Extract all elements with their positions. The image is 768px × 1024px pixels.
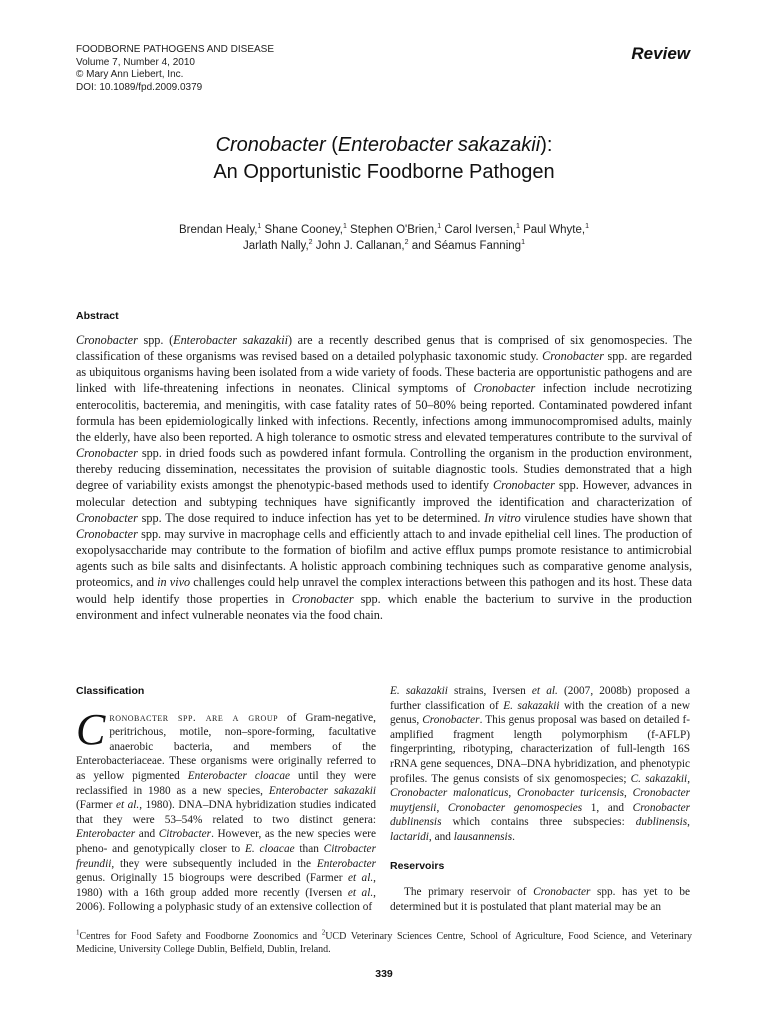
abstract-fragment: Cronobacter <box>76 333 138 347</box>
author-name: Carol Iversen, <box>441 224 516 236</box>
drop-cap: C <box>76 704 106 754</box>
reservoirs-heading: Reservoirs <box>390 859 445 872</box>
body-fragment: et al. <box>347 886 374 899</box>
body-fragment: Cronobacter dublinensis <box>390 801 690 829</box>
body-fragment: strains, Iversen <box>447 685 532 697</box>
body-fragment: Enterobacter cloacae <box>187 769 290 782</box>
body-fragment: . However, as the new species were pheno- and genotypically closer to <box>76 828 376 855</box>
affiliation-mark: 2 <box>308 239 313 247</box>
abstract-fragment: Enterobacter sakazakii <box>173 333 288 347</box>
title-paren-close: ): <box>540 134 553 156</box>
body-fragment: Enterobacter <box>316 857 376 870</box>
body-fragment: Cronobacter <box>533 886 591 899</box>
body-fragment: dublinensis <box>635 816 688 829</box>
affiliation-mark: 1 <box>437 223 442 231</box>
abstract-fragment: infection include necrotizing enterocolitis, bacteremia, and meningitis, with case fatality rates of 50–80% being reported. Contaminated powdered infant formula has been epidemiologically linked with infections. Recently, infections among immunocompromised adults, mainly the elderly, have also been reported. A high tolerance to osmotic stress and elevated temperatures contribute to the survival of <box>76 381 692 444</box>
body-fragment: (2007, 2008b) proposed a further classification of <box>390 685 691 712</box>
body-fragment: The primary reservoir of <box>404 886 534 899</box>
body-fragment: E. sakazakii <box>390 685 448 697</box>
body-fragment: , <box>687 772 691 785</box>
body-fragment: Cronobacter malonaticus <box>390 787 509 800</box>
abstract-fragment: spp. However, advances in molecular detection and subtyping techniques have significantly improved the identification and characterization of <box>76 478 692 509</box>
affiliation-mark: 1 <box>521 239 525 247</box>
body-fragment: et al. <box>115 799 140 812</box>
body-fragment: lactaridi <box>390 830 429 843</box>
affiliation-mark: 2 <box>321 928 326 937</box>
author-name: Brendan Healy, <box>179 224 258 236</box>
affiliations-footnote <box>76 930 692 956</box>
author-name: and Séamus Fanning <box>408 240 522 252</box>
body-fragment: Citrobacter freundii <box>76 842 376 870</box>
article-type-label: Review <box>631 44 690 63</box>
classification-heading: Classification <box>76 685 145 697</box>
doi: DOI: 10.1089/fpd.2009.0379 <box>76 81 203 93</box>
abstract-fragment: In vitro <box>484 510 521 525</box>
title-line-1 <box>76 132 692 159</box>
journal-info <box>76 44 274 94</box>
body-fragment: of Gram-negative, peritrichous, motile, non–spore-forming, facultative anaerobic bacteria, and members of the Enterobacteriaceae. These organisms were originally referred to as yellow pigmented <box>76 711 376 782</box>
body-fragment: E. cloacae <box>244 842 295 855</box>
article-title <box>76 132 692 186</box>
body-fragment: spp. has yet to be determined but it is postulated that plant material may be an <box>390 886 690 913</box>
body-fragment: Enterobacter <box>76 828 136 841</box>
abstract-heading: Abstract <box>76 310 119 322</box>
author-name: Jarlath Nally, <box>243 240 309 252</box>
body-fragment: with the creation of a new genus, <box>390 699 690 727</box>
abstract-fragment: challenges could help unravel the complex interactions between this pathogen and its host. These data would help identify those properties in <box>76 575 692 606</box>
body-fragment: Citrobacter <box>158 828 212 841</box>
body-fragment: Cronobacter genomospecies <box>447 801 583 814</box>
affiliation-mark: 1 <box>585 223 589 231</box>
classification-paragraph <box>76 704 376 915</box>
abstract-fragment: Cronobacter <box>76 510 138 525</box>
body-fragment: , 1980). DNA–DNA hybridization studies indicated that they were 53–54% related to two distinct genera: <box>76 799 376 826</box>
body-fragment: lausannensis <box>453 830 513 843</box>
abstract-fragment: spp. which enable the bacterium to survive in the production environment and infect vulnerable neonates via the food chain. <box>76 591 692 622</box>
abstract-fragment: spp. in dried foods such as powdered infant formula. Controlling the organism in the production environment, thereby reducing dissemination, necessitates the provision of suitable diagnostic tools. Studies demonstrated that a high degree of variability exists amongst the phenotypic-based methods used to identify <box>76 446 692 493</box>
journal-volume: Volume 7, Number 4, 2010 <box>76 56 195 68</box>
author-list <box>76 222 692 254</box>
body-fragment: C. sakazakii <box>630 772 688 785</box>
abstract-fragment: spp. ( <box>137 333 174 347</box>
body-fragment: 1, and <box>582 801 633 814</box>
abstract-fragment: virulence studies have shown that <box>520 510 693 525</box>
affiliation-mark: 1 <box>76 928 80 937</box>
body-fragment: . This genus proposal was based on detailed f-amplified fragment length polymorphism (f-AFLP) fingerprinting, ribotyping, characterization of full-length 16S rRNA gene sequences, DNA–DNA hybridization, and phenotypic profiles. The genus consists of six genomospecies; <box>390 714 690 785</box>
body-fragment: than <box>294 842 324 855</box>
abstract-fragment: Cronobacter <box>473 381 536 396</box>
author-name: Paul Whyte, <box>519 224 586 236</box>
body-fragment: Cronobacter muytjensii <box>390 787 690 814</box>
body-fragment: until they were reclassified in 1980 as a new species, <box>76 769 376 797</box>
title-paren-open: ( <box>325 134 338 156</box>
classification-continuation <box>390 684 690 845</box>
body-fragment: et al. <box>531 685 558 697</box>
body-fragment: , <box>687 816 690 829</box>
footnote-fragment: UCD Veterinary Sciences Centre, School of Agriculture, Food Science, and Veterinary Medicine, University College Dublin, Belfield, Dublin, Ireland. <box>76 931 692 955</box>
body-fragment: genus. Originally 15 biogroups were described (Farmer <box>76 872 348 885</box>
abstract-fragment: spp. The dose required to induce infection has yet to be determined. <box>137 510 485 525</box>
affiliation-mark: 2 <box>404 239 409 247</box>
abstract-fragment: ) are a recently described genus that is comprised of six genomospecies. The classification of these organisms was revised based on a detailed polyphasic taxonomic study. <box>76 333 692 364</box>
body-fragment: , 2006). Following a polyphasic study of an extensive collection of <box>76 886 376 914</box>
footnote-fragment: Centres for Food Safety and Foodborne Zoonomics and <box>79 931 322 942</box>
abstract-fragment: Cronobacter <box>76 526 138 541</box>
abstract-fragment: Cronobacter <box>76 446 138 461</box>
body-fragment: E. sakazakii <box>503 699 560 712</box>
body-fragment: , <box>624 787 633 800</box>
body-fragment: , they were subsequently included in the <box>111 857 317 870</box>
abstract-text <box>76 332 692 623</box>
body-fragment: , <box>508 787 517 800</box>
journal-name: FOODBORNE PATHOGENS AND DISEASE <box>76 44 274 55</box>
right-column <box>390 684 690 914</box>
abstract-fragment: Cronobacter <box>542 349 604 364</box>
body-fragment: , 1980) with a 16th group added more recently (Iversen <box>76 872 376 899</box>
author-name: Shane Cooney, <box>261 224 343 236</box>
copyright: © Mary Ann Liebert, Inc. <box>76 69 184 80</box>
abstract-fragment: Cronobacter <box>493 478 555 493</box>
abstract-fragment: Cronobacter <box>291 591 354 606</box>
author-line-1 <box>76 222 692 238</box>
body-fragment: , <box>436 801 448 814</box>
body-fragment: Cronobacter turicensis <box>516 787 625 800</box>
author-name: Stephen O'Brien, <box>346 224 438 236</box>
title-genus: Cronobacter <box>215 134 326 156</box>
body-fragment: Enterobacter sakazakii <box>268 784 376 797</box>
abstract-fragment: in vivo <box>157 575 191 590</box>
body-fragment: . <box>512 830 515 843</box>
body-fragment: Cronobacter <box>422 714 480 727</box>
abstract-fragment: spp. may survive in macrophage cells and efficiently attach to and invade epithelial cell lines. The production of exopolysaccharide may contribute to the formation of biofilm and active efflux pumps promote resistance to antimicrobial agents such as bile salts and disinfectants. A holistic approach combining techniques such as comparative genome analysis, proteomics, and <box>76 526 692 590</box>
affiliation-mark: 1 <box>257 223 262 231</box>
left-column <box>76 684 376 915</box>
author-name: John J. Callanan, <box>312 240 405 252</box>
affiliation-mark: 1 <box>515 223 520 231</box>
body-fragment: , and <box>428 830 454 843</box>
title-line-2: An Opportunistic Foodborne Pathogen <box>213 161 555 183</box>
author-line-2 <box>76 238 692 254</box>
body-fragment: (Farmer <box>76 799 116 812</box>
abstract-fragment: spp. are regarded as ubiquitous organisms having been isolated from a wide variety of foods. These bacteria are opportunistic pathogens and are linked with life-threatening infections in neonates. Clinical symptoms of <box>76 349 692 396</box>
body-fragment: and <box>135 828 159 841</box>
lead-in: ronobacter spp. are a group <box>109 711 279 724</box>
affiliation-mark: 1 <box>342 223 347 231</box>
title-species: Enterobacter sakazakii <box>337 134 541 156</box>
reservoirs-paragraph <box>390 885 690 914</box>
body-fragment: et al. <box>347 872 374 885</box>
body-fragment: which contains three subspecies: <box>441 816 636 829</box>
page-number: 339 <box>375 968 393 980</box>
